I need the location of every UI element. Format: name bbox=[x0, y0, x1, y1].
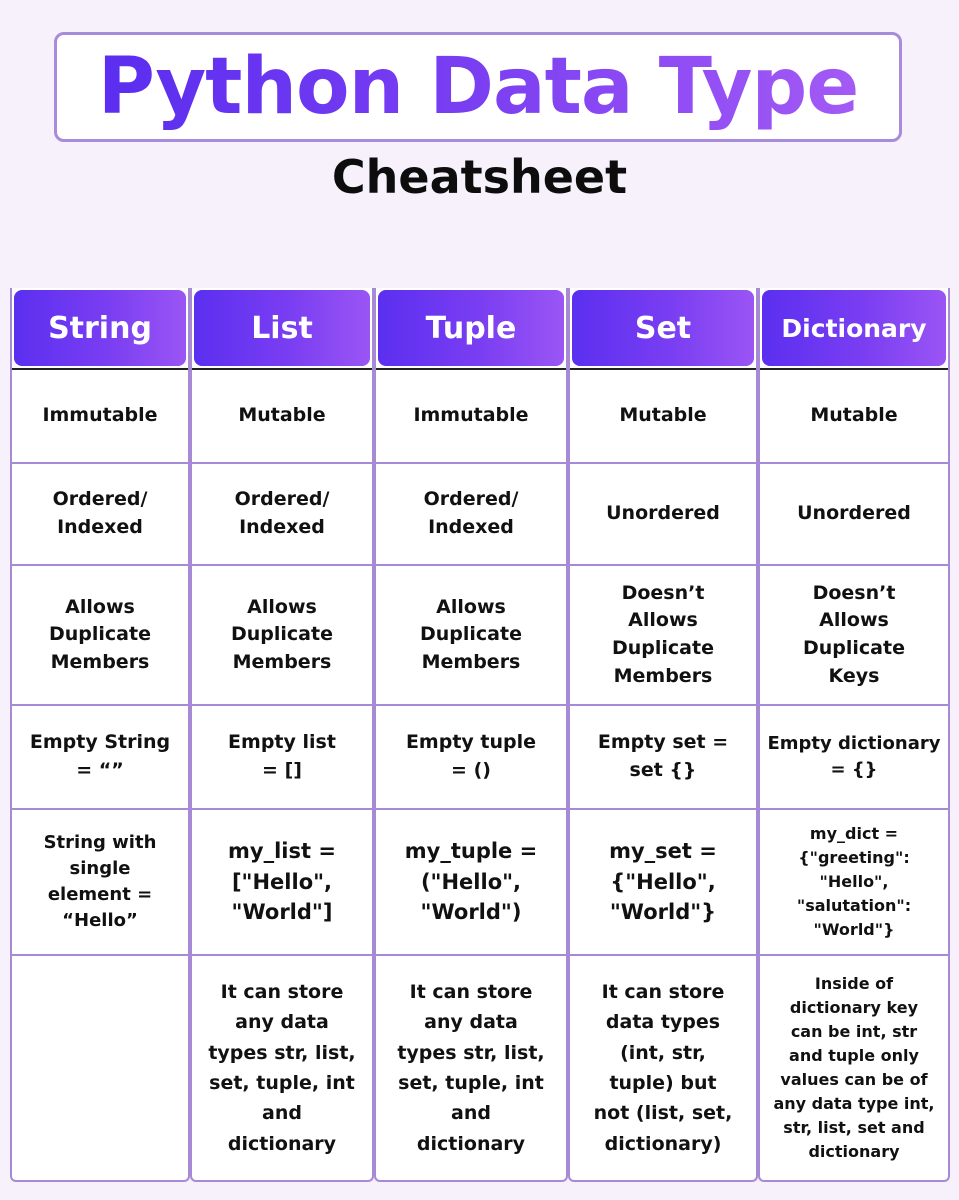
column-list bbox=[190, 288, 374, 1182]
page-subtitle: Cheatsheet bbox=[331, 150, 628, 204]
cell-duplicates: Doesn’t Allows Duplicate Members bbox=[570, 564, 756, 704]
cell-mutability: Immutable bbox=[413, 404, 529, 427]
column-dictionary bbox=[758, 288, 950, 1182]
cell-ordering: Ordered/ Indexed bbox=[192, 462, 372, 564]
cell-storage: It can store data types (int, str, tuple) but not (list, set, dictionary) bbox=[570, 954, 756, 1180]
cell-mutability: Immutable bbox=[42, 404, 158, 427]
cell-empty: Empty String = “” bbox=[12, 704, 188, 808]
column-header-dictionary: Dictionary bbox=[762, 290, 946, 366]
cell-mutability: Mutable bbox=[619, 404, 707, 427]
cell-empty: Empty set = set {} bbox=[570, 704, 756, 808]
cell-mutability: Mutable bbox=[810, 404, 898, 427]
cell-storage: It can store any data types str, list, set, tuple, int and dictionary bbox=[192, 954, 372, 1180]
title-box bbox=[54, 32, 902, 142]
column-header-list: List bbox=[194, 290, 370, 366]
cell-ordering: Unordered bbox=[760, 462, 948, 564]
cell-duplicates: Doesn’t Allows Duplicate Keys bbox=[760, 564, 948, 704]
cell-mutability: Mutable bbox=[238, 404, 326, 427]
column-tuple bbox=[374, 288, 568, 1182]
cell-example: my_tuple = ("Hello", "World") bbox=[376, 808, 566, 954]
cell-ordering: Ordered/ Indexed bbox=[12, 462, 188, 564]
cell-storage: It can store any data types str, list, set, tuple, int and dictionary bbox=[376, 954, 566, 1180]
cell-empty: Empty list = [] bbox=[192, 704, 372, 808]
cell-duplicates: Allows Duplicate Members bbox=[376, 564, 566, 704]
cell-duplicates: Allows Duplicate Members bbox=[192, 564, 372, 704]
cheatsheet-table bbox=[10, 288, 950, 1182]
cell-duplicates: Allows Duplicate Members bbox=[12, 564, 188, 704]
cell-storage: Inside of dictionary key can be int, str and tuple only values can be of any data type int, str, list, set and dictionary bbox=[760, 954, 948, 1180]
cell-ordering: Unordered bbox=[570, 462, 756, 564]
column-header-tuple: Tuple bbox=[378, 290, 564, 366]
column-string bbox=[10, 288, 190, 1182]
cell-example: String with single element = “Hello” bbox=[12, 808, 188, 954]
column-header-string: String bbox=[14, 290, 186, 366]
column-header-set: Set bbox=[572, 290, 754, 366]
page-title: Python Data Type bbox=[97, 42, 859, 132]
cell-storage bbox=[12, 954, 188, 1180]
cell-ordering: Ordered/ Indexed bbox=[376, 462, 566, 564]
cell-empty: Empty dictionary = {} bbox=[760, 704, 948, 808]
cell-example: my_dict = {"greeting": "Hello", "salutation": "World"} bbox=[760, 808, 948, 954]
cell-example: my_set = {"Hello", "World"} bbox=[570, 808, 756, 954]
cell-example: my_list = ["Hello", "World"] bbox=[192, 808, 372, 954]
column-set bbox=[568, 288, 758, 1182]
cell-empty: Empty tuple = () bbox=[376, 704, 566, 808]
